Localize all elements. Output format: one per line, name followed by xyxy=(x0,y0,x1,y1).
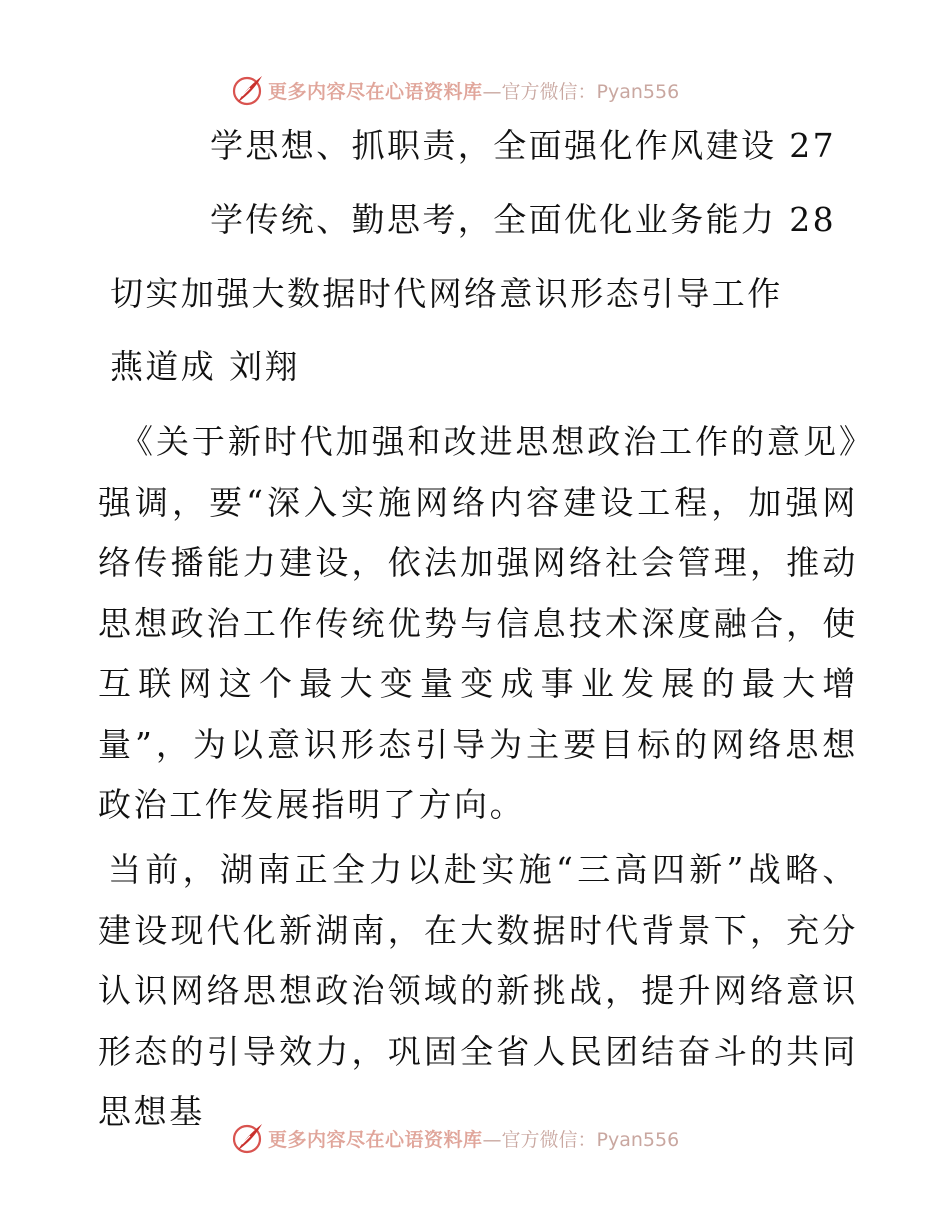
header-watermark xyxy=(230,72,679,108)
watermark-contact: —官方微信：Pyan556 xyxy=(482,80,680,103)
watermark-text: 更多内容尽在心语资料库 xyxy=(268,80,483,103)
body-paragraph-1: 《关于新时代加强和改进思想政治工作的意见》强调，要“深入实施网络内容建设工程，加强网络传播能力建设，依法加强网络社会管理，推动思想政治工作传统优势与信息技术深度融合，使互联网这个最大变量变成事业发展的最大增量”，为以意识形态引导为主要目标的网络思想政治工作发展指明了方向。 xyxy=(98,422,858,824)
watermark-text: 更多内容尽在心语资料库 xyxy=(268,1128,483,1151)
body-paragraph-2: 当前，湖南正全力以赴实施“三高四新”战略、建设现代化新湖南，在大数据时代背景下，充分认识网络思想政治领域的新挑战，提升网络意识形态的引导效力，巩固全省人民团结奋斗的共同思想基 xyxy=(98,850,858,1131)
toc-entry-2: 学传统、勤思考，全面优化业务能力 28 xyxy=(210,200,837,239)
article-authors: 燕道成 刘翔 xyxy=(110,347,300,386)
quill-logo-icon xyxy=(230,1120,266,1156)
article-title: 切实加强大数据时代网络意识形态引导工作 xyxy=(110,274,783,313)
toc-entry-1: 学思想、抓职责，全面强化作风建设 27 xyxy=(210,126,837,165)
watermark-contact: —官方微信：Pyan556 xyxy=(482,1128,680,1151)
footer-watermark xyxy=(230,1120,679,1156)
quill-logo-icon xyxy=(230,72,266,108)
